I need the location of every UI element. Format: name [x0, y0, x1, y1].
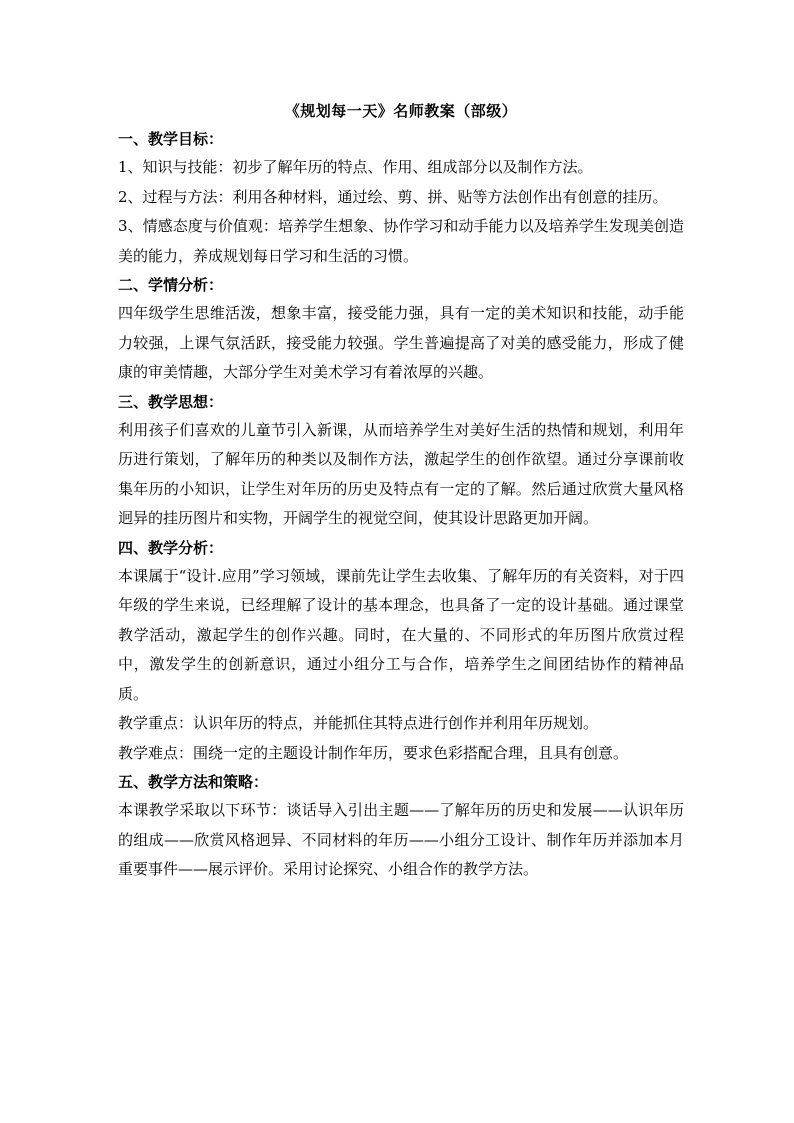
paragraph: 2、过程与方法：利用各种材料，通过绘、剪、拼、贴等方法创作出有创意的挂历。 [118, 187, 668, 206]
section-teaching-objectives [118, 125, 684, 271]
section-teaching-philosophy [118, 388, 684, 534]
paragraph: 1、知识与技能：初步了解年历的特点、作用、组成部分以及制作方法。 [118, 158, 593, 176]
paragraph: 本课教学采取以下环节：谈话导入引出主题——了解年历的历史和发展——认识年历的组成——欣赏风格迥异、不同材料的年历——小组分工设计、制作年历并添加本月重要事件——展示评价。采用讨论探究、小组合作的教学方法。 [118, 801, 684, 878]
paragraph: 教学重点：认识年历的特点，并能抓住其特点进行创作并利用年历规划。 [118, 714, 599, 732]
document-title: 《规划每一天》名师教案（部级） [284, 102, 518, 120]
section-heading: 五、教学方法和策略： [118, 773, 269, 791]
section-heading: 一、教学目标： [118, 130, 224, 148]
section-heading: 二、学情分析： [118, 276, 224, 294]
section-heading: 三、教学思想： [118, 392, 224, 411]
paragraph: 教学难点：围绕一定的主题设计制作年历，要求色彩搭配合理，且具有创意。 [118, 743, 629, 762]
paragraph: 本课属于“设计.应用”学习领域，课前先让学生去收集、了解年历的有关资料，对于四年级的学生来说，已经理解了设计的基本理念，也具备了一定的设计基础。通过课堂教学活动，激起学生的创作兴趣。同时，在大量的、不同形式的年历图片欣赏过程中，激发学生的创新意识，通过小组分工与合作，培养学生之间团结协作的精神品质。 [118, 566, 684, 703]
paragraph: 利用孩子们喜欢的儿童节引入新课，从而培养学生对美好生活的热情和规划，利用年历进行策划，了解年历的种类以及制作方法，激起学生的创作欲望。通过分享课前收集年历的小知识，让学生对年历的历史及特点有一定的了解。然后通过欣赏大量风格迥异的挂历图片和实物，开阔学生的视觉空间，使其设计思路更加开阔。 [118, 420, 684, 527]
document-page [118, 99, 684, 885]
paragraph: 3、情感态度与价值观：培养学生想象、协作学习和动手能力以及培养学生发现美创造美的能力，养成规划每日学习和生活的习惯。 [118, 217, 684, 265]
paragraph: 四年级学生思维活泼，想象丰富，接受能力强，具有一定的美术知识和技能，动手能力较强，上课气氛活跃，接受能力较强。学生普遍提高了对美的感受能力，形成了健康的审美情趣，大部分学生对美术学习有着浓厚的兴趣。 [118, 304, 684, 381]
section-heading: 四、教学分析： [118, 538, 224, 557]
section-student-analysis [118, 271, 684, 388]
section-methods-strategies [118, 768, 684, 885]
section-teaching-analysis [118, 534, 684, 769]
